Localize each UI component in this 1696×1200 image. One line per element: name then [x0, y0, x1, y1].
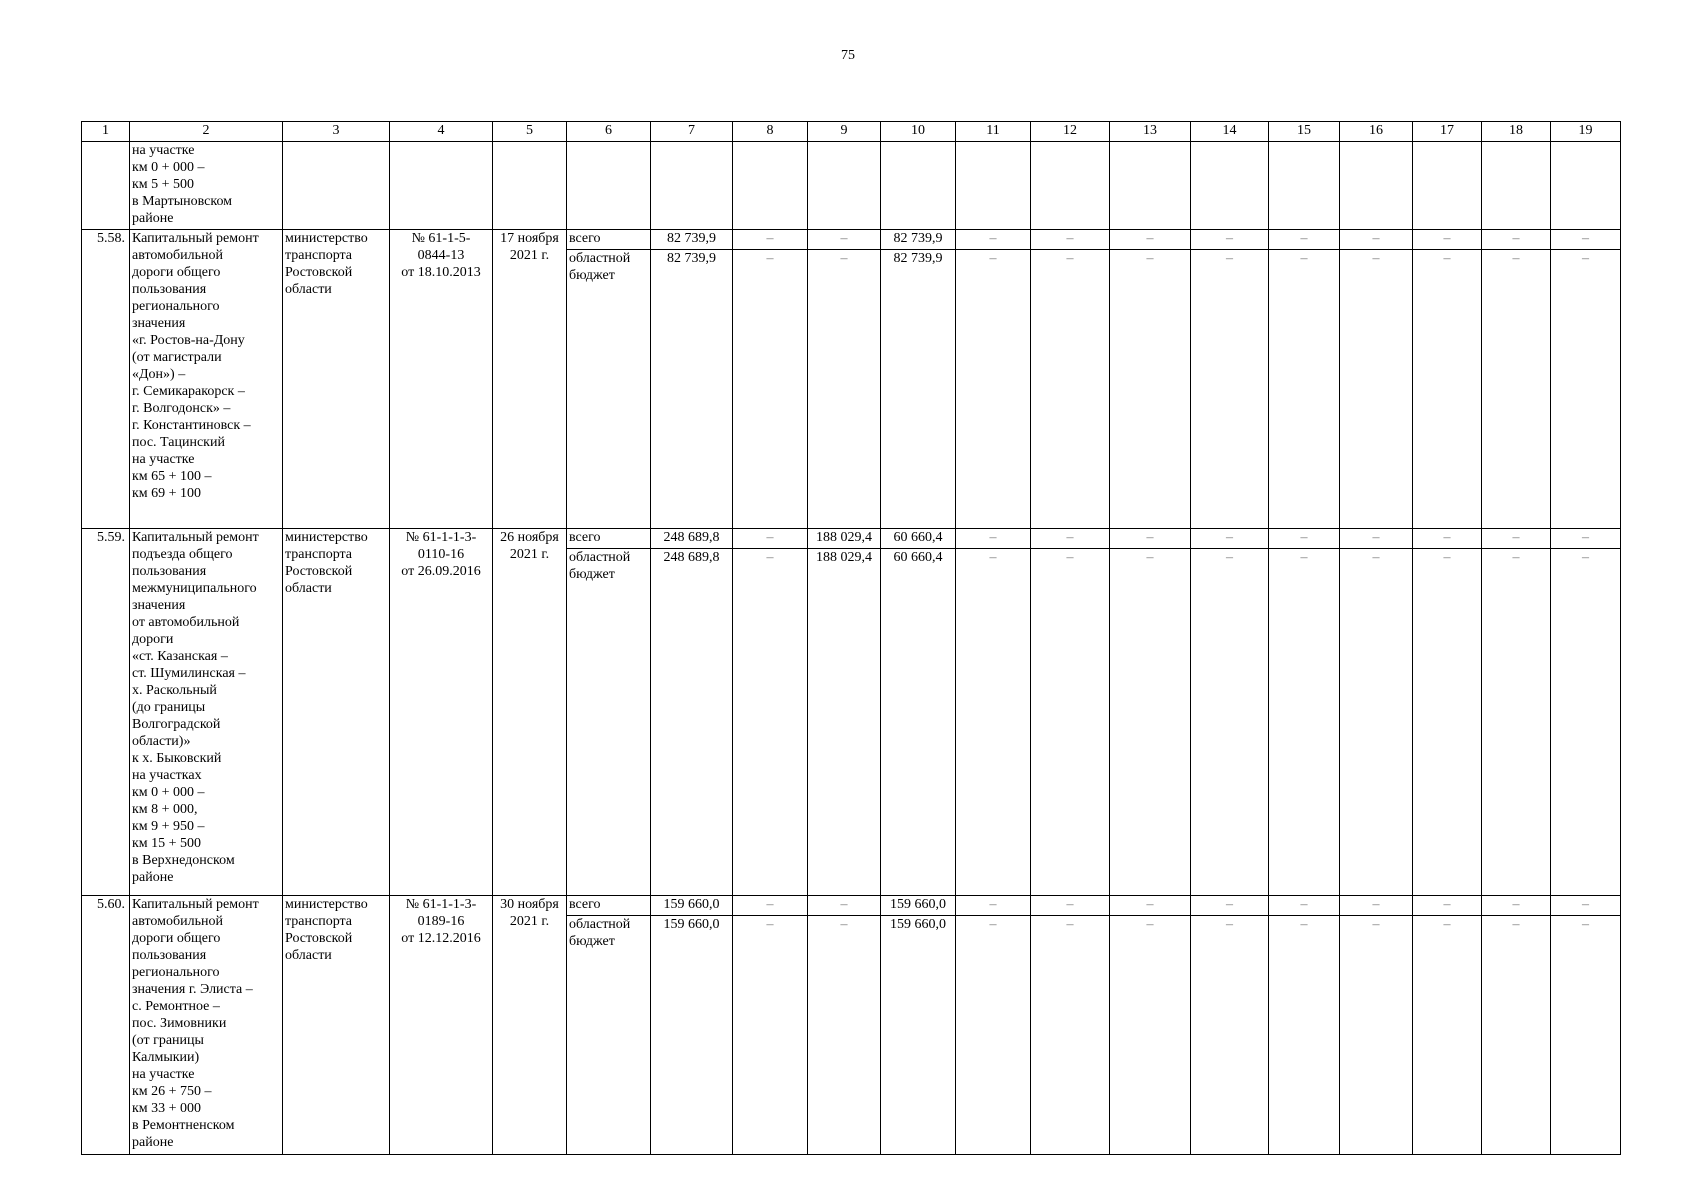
amount-cell: – [808, 250, 881, 529]
item-number-cell: 5.60. [82, 896, 130, 1155]
amount-cell: 159 660,0 [651, 896, 733, 916]
amount-cell: 82 739,9 [881, 250, 956, 529]
funding-source-cell: всего [567, 230, 651, 250]
amount-cell: – [1031, 916, 1110, 1155]
column-header: 10 [881, 122, 956, 142]
amount-cell: – [733, 250, 808, 529]
amount-cell: – [1191, 230, 1269, 250]
column-header: 11 [956, 122, 1031, 142]
date-cell: 17 ноября 2021 г. [493, 230, 567, 529]
amount-cell: 248 689,8 [651, 529, 733, 549]
amount-cell: 60 660,4 [881, 549, 956, 896]
table-row [82, 230, 1621, 250]
column-header: 16 [1340, 122, 1413, 142]
amount-cell: – [1482, 250, 1551, 529]
column-header: 12 [1031, 122, 1110, 142]
funding-source-cell: областной бюджет [567, 250, 651, 529]
amount-cell: – [1191, 896, 1269, 916]
amount-cell: – [1413, 230, 1482, 250]
amount-cell: – [1269, 250, 1340, 529]
column-header: 3 [283, 122, 390, 142]
item-number-cell: 5.59. [82, 529, 130, 896]
amount-cell: – [1031, 529, 1110, 549]
amount-cell: – [1031, 250, 1110, 529]
amount-cell: – [733, 230, 808, 250]
amount-cell: – [1551, 896, 1621, 916]
amount-cell: – [808, 230, 881, 250]
amount-cell: – [1110, 230, 1191, 250]
amount-cell: – [1031, 896, 1110, 916]
amount-cell: 159 660,0 [881, 896, 956, 916]
column-header: 6 [567, 122, 651, 142]
column-number-row [82, 122, 1621, 142]
amount-cell: 60 660,4 [881, 529, 956, 549]
column-header: 7 [651, 122, 733, 142]
amount-cell: – [1413, 549, 1482, 896]
amount-cell: – [1191, 250, 1269, 529]
amount-cell: – [1413, 916, 1482, 1155]
column-header: 18 [1482, 122, 1551, 142]
expertise-cell: № 61-1-1-3- 0110-16 от 26.09.2016 [390, 529, 493, 896]
amount-cell: – [1551, 529, 1621, 549]
column-header: 17 [1413, 122, 1482, 142]
column-header: 15 [1269, 122, 1340, 142]
amount-cell: – [1482, 230, 1551, 250]
column-header: 19 [1551, 122, 1621, 142]
customer-cell: министерство транспорта Ростовской области [283, 230, 390, 529]
amount-cell: – [733, 529, 808, 549]
amount-cell: 159 660,0 [881, 916, 956, 1155]
page-number: 75 [841, 48, 855, 63]
column-header: 13 [1110, 122, 1191, 142]
amount-cell: – [1191, 549, 1269, 896]
column-header: 14 [1191, 122, 1269, 142]
amount-cell: 82 739,9 [881, 230, 956, 250]
amount-cell: – [1191, 916, 1269, 1155]
customer-cell: министерство транспорта Ростовской области [283, 529, 390, 896]
table-row [82, 896, 1621, 916]
amount-cell: – [1551, 230, 1621, 250]
amount-cell: – [1413, 896, 1482, 916]
amount-cell: – [1482, 916, 1551, 1155]
object-name-cell: Капитальный ремонт автомобильной дороги общего пользования регионального значения г. Элиста – с. Ремонтное – пос. Зимовники (от границы Калмыкии) на участке км 26 + 750 – км 33 + 000 в Ремонтненском районе [130, 896, 283, 1155]
amount-cell: – [1551, 916, 1621, 1155]
amount-cell: – [1413, 529, 1482, 549]
column-header: 8 [733, 122, 808, 142]
amount-cell: 188 029,4 [808, 529, 881, 549]
amount-cell: – [1340, 549, 1413, 896]
amount-cell: – [1031, 230, 1110, 250]
column-header: 9 [808, 122, 881, 142]
column-header: 2 [130, 122, 283, 142]
amount-cell: – [1482, 529, 1551, 549]
amount-cell: – [1110, 250, 1191, 529]
budget-table [81, 121, 1621, 1155]
amount-cell: – [733, 549, 808, 896]
amount-cell: – [956, 549, 1031, 896]
amount-cell: – [1269, 529, 1340, 549]
object-name-cell: Капитальный ремонт автомобильной дороги общего пользования регионального значения «г. Ростов-на-Дону (от магистрали «Дон») – г. Семикаракорск – г. Волгодонск» – г. Константиновск – пос. Тацинский на участке км 65 + 100 – км 69 + 100 [130, 230, 283, 529]
amount-cell: – [956, 250, 1031, 529]
amount-cell: – [1340, 916, 1413, 1155]
amount-cell: 159 660,0 [651, 916, 733, 1155]
table-row [82, 529, 1621, 549]
amount-cell: – [1191, 529, 1269, 549]
amount-cell: – [956, 529, 1031, 549]
amount-cell: – [1269, 230, 1340, 250]
funding-source-cell: всего [567, 896, 651, 916]
amount-cell: – [1269, 549, 1340, 896]
column-header: 4 [390, 122, 493, 142]
amount-cell: 188 029,4 [808, 549, 881, 896]
date-cell: 26 ноября 2021 г. [493, 529, 567, 896]
object-name-cell: Капитальный ремонт подъезда общего пользования межмуниципального значения от автомобильной дороги «ст. Казанская – ст. Шумилинская – х. Раскольный (до границы Волгоградской области)» к х. Быковский на участках км 0 + 000 – км 8 + 000, км 9 + 950 – км 15 + 500 в Верхнедонском районе [130, 529, 283, 896]
amount-cell: – [956, 230, 1031, 250]
funding-source-cell: областной бюджет [567, 916, 651, 1155]
amount-cell: – [1269, 896, 1340, 916]
amount-cell: 82 739,9 [651, 230, 733, 250]
continuation-row [82, 142, 1621, 230]
funding-source-cell: областной бюджет [567, 549, 651, 896]
amount-cell: – [1110, 896, 1191, 916]
amount-cell: 248 689,8 [651, 549, 733, 896]
expertise-cell: № 61-1-5- 0844-13 от 18.10.2013 [390, 230, 493, 529]
amount-cell: – [1110, 916, 1191, 1155]
amount-cell: – [1269, 916, 1340, 1155]
amount-cell: – [956, 896, 1031, 916]
date-cell: 30 ноября 2021 г. [493, 896, 567, 1155]
amount-cell: – [1110, 549, 1191, 896]
amount-cell: – [1551, 250, 1621, 529]
item-number-cell: 5.58. [82, 230, 130, 529]
amount-cell: – [1031, 549, 1110, 896]
amount-cell: 82 739,9 [651, 250, 733, 529]
customer-cell: министерство транспорта Ростовской области [283, 896, 390, 1155]
expertise-cell: № 61-1-1-3- 0189-16 от 12.12.2016 [390, 896, 493, 1155]
amount-cell: – [733, 916, 808, 1155]
amount-cell: – [808, 916, 881, 1155]
object-name-cell: на участке км 0 + 000 – км 5 + 500 в Мартыновском районе [130, 142, 283, 230]
amount-cell: – [1110, 529, 1191, 549]
amount-cell: – [1340, 230, 1413, 250]
cell [82, 142, 130, 230]
amount-cell: – [808, 896, 881, 916]
amount-cell: – [1482, 549, 1551, 896]
funding-source-cell: всего [567, 529, 651, 549]
amount-cell: – [956, 916, 1031, 1155]
column-header: 1 [82, 122, 130, 142]
amount-cell: – [733, 896, 808, 916]
amount-cell: – [1482, 896, 1551, 916]
amount-cell: – [1413, 250, 1482, 529]
amount-cell: – [1340, 896, 1413, 916]
column-header: 5 [493, 122, 567, 142]
amount-cell: – [1551, 549, 1621, 896]
amount-cell: – [1340, 250, 1413, 529]
amount-cell: – [1340, 529, 1413, 549]
